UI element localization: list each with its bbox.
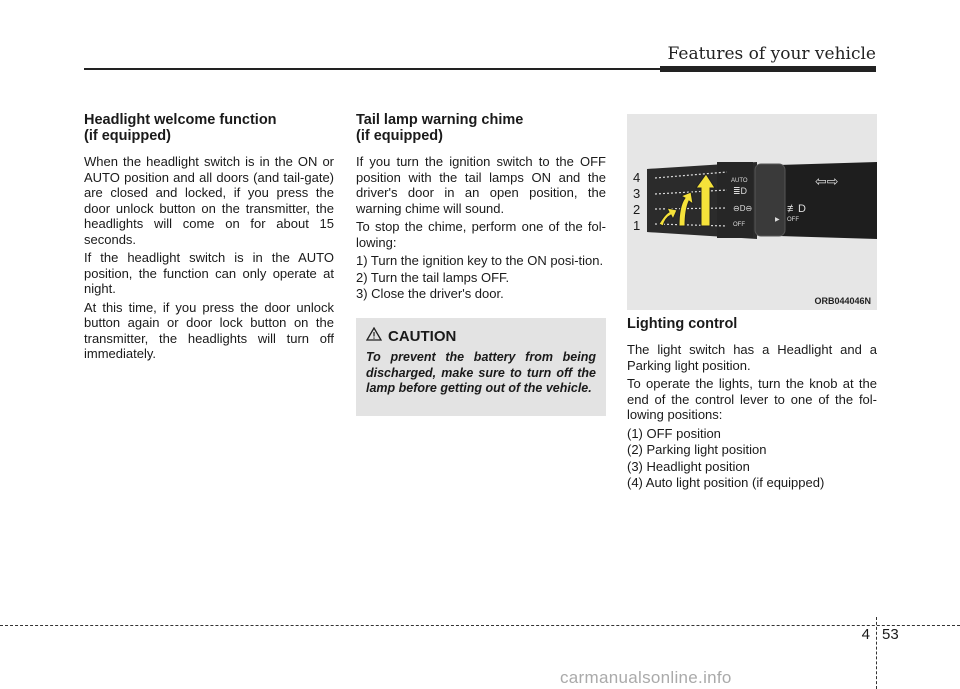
light-switch-illustration <box>627 114 877 310</box>
column-headlight-welcome <box>84 112 334 365</box>
list-item: 3) Close the driver's door. <box>356 286 504 301</box>
paragraph: The light switch has a Headlight and a Parking light position. <box>627 342 877 373</box>
list-item: (2) Parking light position <box>627 442 767 457</box>
running-header: Features of your vehicle <box>667 44 876 64</box>
position-number: 1 <box>633 218 641 233</box>
figure-code: ORB044046N <box>814 296 871 306</box>
warning-triangle-icon <box>366 327 382 346</box>
caution-header <box>366 327 596 346</box>
heading-line: Tail lamp warning chime <box>356 112 524 128</box>
list-item: 1) Turn the ignition key to the ON posi-tion. <box>356 253 604 268</box>
position-number: 2 <box>633 202 641 217</box>
header-tab-bar <box>660 66 876 72</box>
list-item: 2) Turn the tail lamps OFF. <box>356 269 510 285</box>
paragraph: If you turn the ignition switch to the OFF position with the tail lamps ON and the driver's door in an open position, the warning chime will sound. <box>356 154 606 216</box>
footer-divider <box>876 617 877 689</box>
parking-light-symbol-icon: ⊖D⊖ <box>733 204 753 213</box>
watermark: carmanualsonline.info <box>560 668 732 687</box>
paragraph: If the headlight switch is in the AUTO position, the function can only operate at night. <box>84 250 334 296</box>
section-heading-lighting-control: Lighting control <box>627 316 738 332</box>
position-number: 4 <box>633 170 641 185</box>
heading-line: (if equipped) <box>356 128 443 144</box>
section-heading-tail-lamp <box>356 112 606 144</box>
off-label: OFF <box>733 222 745 228</box>
paragraph: When the headlight switch is in the ON or AUTO position and all doors (and tail-gate) are closed and locked, if you press the door unlock button on the transmitter, the headlights will come on for about 15 seconds. <box>84 154 334 247</box>
list-item: (1) OFF position <box>627 425 721 441</box>
light-switch-figure <box>627 114 877 310</box>
chapter-number: 4 <box>861 626 870 643</box>
section-heading-headlight-welcome <box>84 112 334 144</box>
turn-signal-arrows-icon: ⇦⇨ <box>815 173 839 189</box>
list-item: (4) Auto light position (if equipped) <box>627 475 825 490</box>
fog-light-symbol-icon: ≢D <box>787 203 806 215</box>
position-number: 3 <box>633 186 641 201</box>
caution-text: To prevent the battery from being discharged, make sure to turn off the lamp before getting out of the vehicle. <box>366 350 596 395</box>
heading-line: (if equipped) <box>84 128 171 144</box>
fog-off-label: OFF <box>787 217 799 223</box>
list-item: (3) Headlight position <box>627 458 750 474</box>
headlight-symbol-icon: ≣D <box>733 186 748 196</box>
column-lighting-control <box>627 316 877 492</box>
paragraph: To operate the lights, turn the knob at the end of the control lever to one of the fol-lowing positions: <box>627 376 877 422</box>
heading-line: Headlight welcome function <box>84 112 277 128</box>
footer-rule <box>0 625 960 626</box>
caution-box <box>356 318 606 416</box>
caution-title: CAUTION <box>388 328 457 345</box>
paragraph: To stop the chime, perform one of the fol-lowing: <box>356 219 606 250</box>
paragraph: At this time, if you press the door unlock button again or door lock button on the transmitter, the headlights will turn off immediately. <box>84 299 334 361</box>
pointer-triangle-icon: ▶ <box>775 217 780 223</box>
lever-knob <box>755 164 785 236</box>
column-tail-lamp-chime <box>356 112 606 303</box>
page-number: 53 <box>882 626 899 643</box>
auto-label: AUTO <box>731 178 748 184</box>
